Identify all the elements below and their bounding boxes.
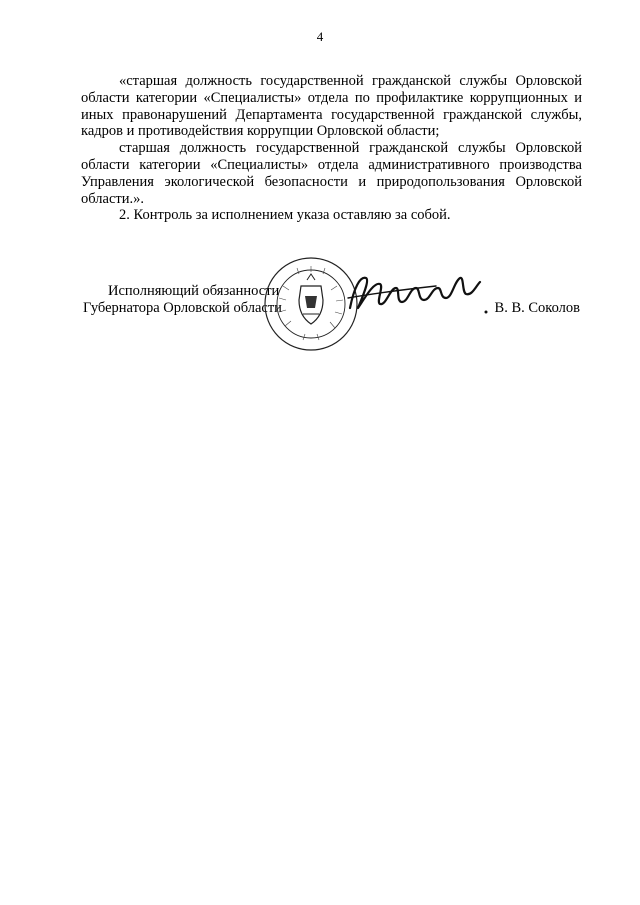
- paragraph-1: «старшая должность государственной гражданской службы Орловской области категории «Специалисты» отдела по профилактике коррупционных и иных правонарушений Департамента государственной гражданской службы, кадров и противодействия коррупции Орловской области;: [81, 73, 582, 140]
- signatory-position-line2: Губернатора Орловской области: [83, 300, 282, 316]
- signatory-position-line1: Исполняющий обязанности: [108, 283, 280, 299]
- document-body: [81, 73, 582, 224]
- handwritten-signature-icon: [340, 268, 490, 316]
- signatory-name: В. В. Соколов: [494, 300, 580, 316]
- paragraph-3: 2. Контроль за исполнением указа оставляю за собой.: [119, 207, 451, 224]
- paragraph-2: старшая должность государственной гражданской службы Орловской области категории «Специалисты» отдела административного производства Управления экологической безопасности и природопользования Орловской области.».: [81, 140, 582, 207]
- page-number: 4: [316, 29, 324, 44]
